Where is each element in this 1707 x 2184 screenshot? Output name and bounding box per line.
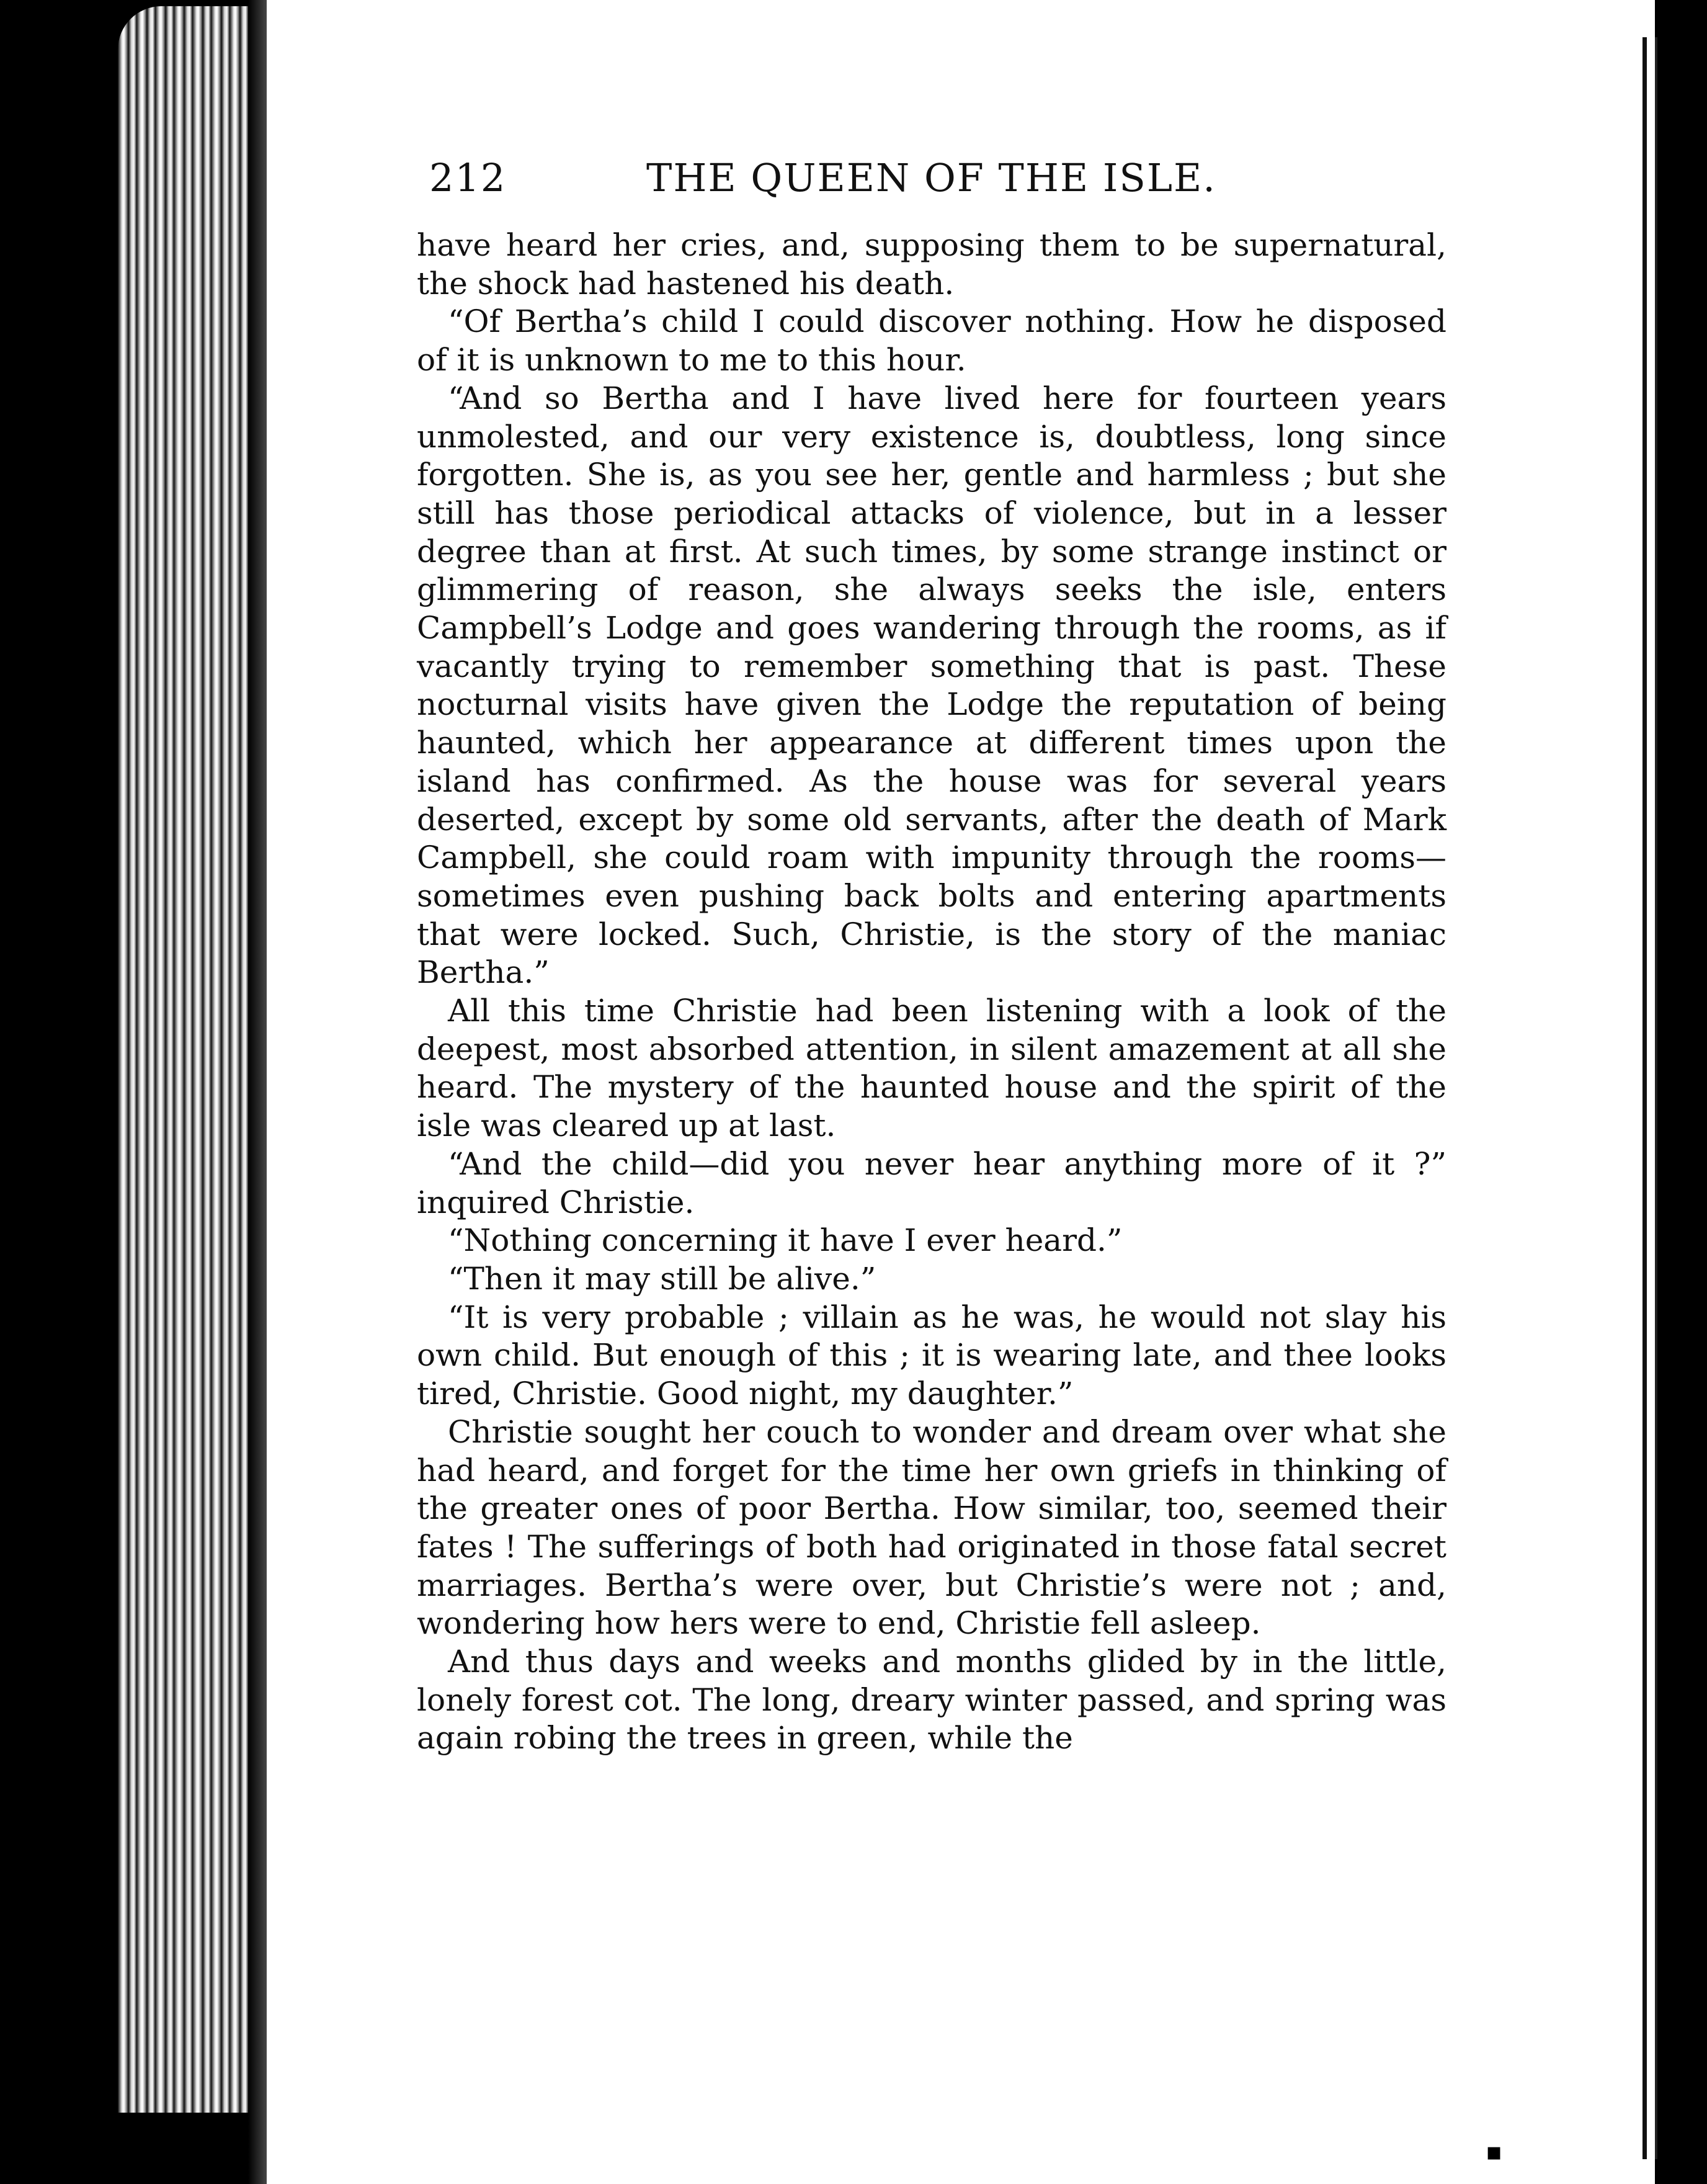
paragraph: “It is very probable ; villain as he was, he would not slay his own child. But enough of this ; it is wearing late, and thee looks tired, Christie. Good night, my daughter.” <box>417 1299 1446 1412</box>
paragraph: “Nothing concerning it have I ever heard.” <box>448 1222 1123 1259</box>
page-text <box>417 226 1446 1758</box>
scan-speck: ▪ <box>1486 2137 1503 2166</box>
paragraph: All this time Christie had been listening with a look of the deepest, most absorbed attention, in silent amazement at all she heard. The mystery of the haunted house and the spirit of the isle was cleared up at last. <box>417 993 1446 1144</box>
page-header <box>429 155 1440 211</box>
scan-border <box>1657 0 1707 2184</box>
page-number: 212 <box>429 155 507 200</box>
paragraph: “Of Bertha’s child I could discover nothing. How he disposed of it is unknown to me to this hour. <box>417 303 1446 378</box>
next-page-edge-line <box>1642 37 1647 2159</box>
paragraph: “And so Bertha and I have lived here for fourteen years unmolested, and our very existence is, doubtless, long since forgotten. She is, as you see her, gentle and harmless ; but she still has those periodical attacks of violence, but in a lesser degree than at first. At such times, by some strange instinct or glimmering of reason, she always seeks the isle, enters Campbell’s Lodge and goes wandering through the rooms, as if vacantly trying to remember something that is past. These nocturnal visits have given the Lodge the reputation of being haunted, which her appearance at different times upon the island has confirmed. As the house was for several years deserted, except by some old servants, after the death of Mark Campbell, she could roam with impunity through the rooms—sometimes even pushing back bolts and entering apartments that were locked. Such, Christie, is the story of the maniac Bertha.” <box>417 380 1446 991</box>
paragraph: And thus days and weeks and months glided by in the little, lonely forest cot. The long, dreary winter passed, and spring was again robing the trees in green, while the <box>417 1644 1446 1757</box>
paragraph: Christie sought her couch to wonder and dream over what she had heard, and forget for the time her own griefs in thinking of the greater ones of poor Bertha. How similar, too, seemed their fates ! The sufferings of both had originated in those fatal secret marriages. Bertha’s were over, but Christie’s were not ; and, wondering how hers were to end, Christie fell asleep. <box>417 1413 1446 1642</box>
scan-speck: • <box>53 562 68 590</box>
running-head: THE QUEEN OF THE ISLE. <box>646 155 1216 200</box>
paragraph: have heard her cries, and, supposing them to be supernatural, the shock had hastened his death. <box>417 227 1446 302</box>
paragraph: “And the child—did you never hear anything more of it ?” inquired Christie. <box>417 1145 1446 1220</box>
paragraph: “Then it may still be alive.” <box>448 1260 876 1297</box>
